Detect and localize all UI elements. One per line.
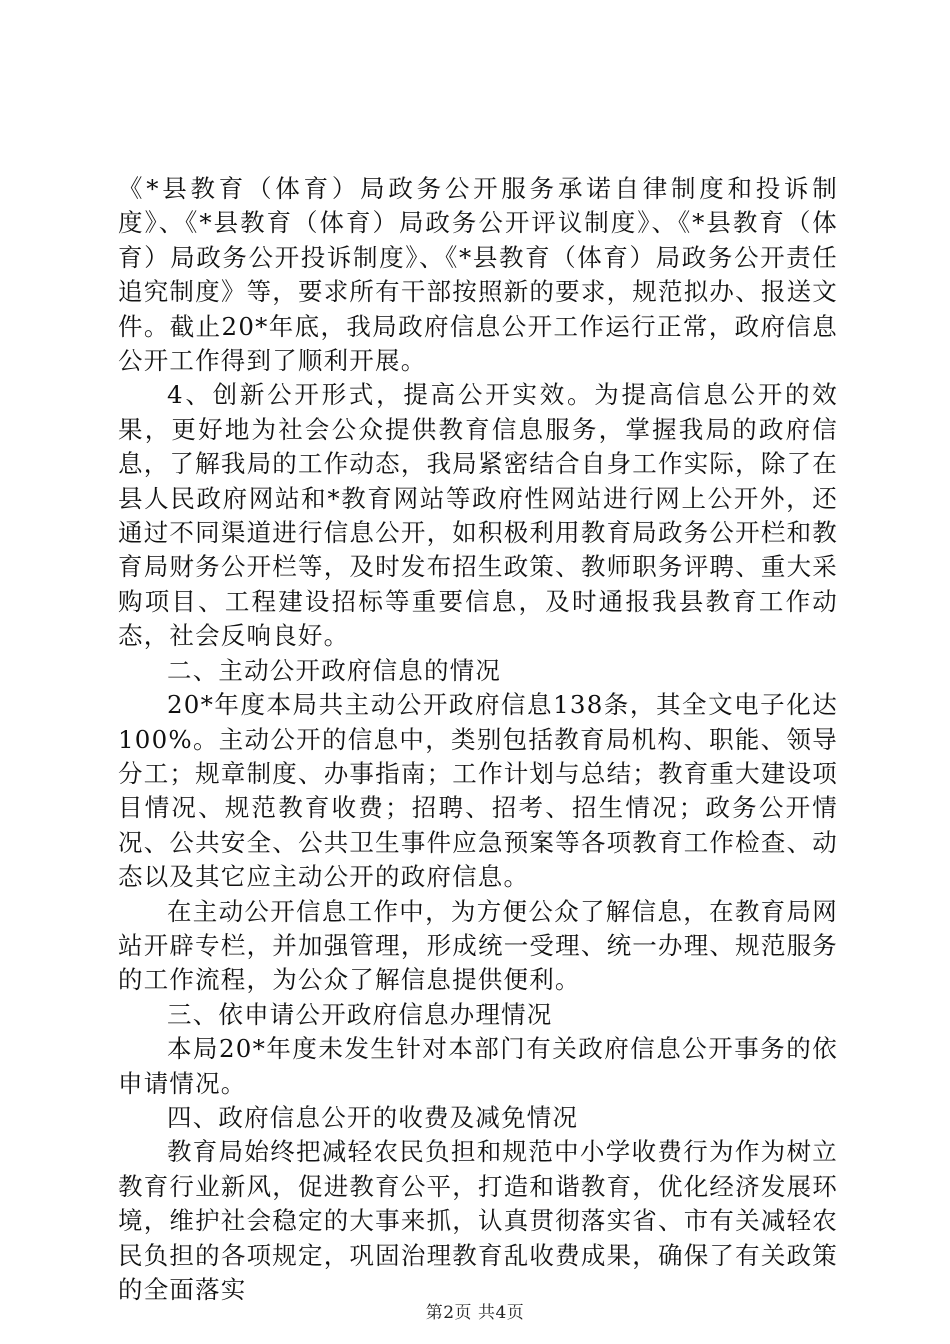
- paragraph-active-disclosure: 20*年度本局共主动公开政府信息138条，其全文电子化达100%。主动公开的信息中，类别包括教育局机构、职能、领导分工；规章制度、办事指南；工作计划与总结；教育重大建设项目情况、规范教育收费；招聘、招考、招生情况；政务公开情况、公共安全、公共卫生事件应急预案等各项教育工作检查、动态以及其它应主动公开的政府信息。: [118, 690, 838, 892]
- page-number-footer: 第2页 共4页: [425, 1303, 525, 1323]
- paragraph-innovation: 4、创新公开形式，提高公开实效。为提高信息公开的效果，更好地为社会公众提供教育信息服务，掌握我局的政府信息，了解我局的工作动态，我局紧密结合自身工作实际，除了在县人民政府网站和*教育网站等政府性网站进行网上公开外，还通过不同渠道进行信息公开，如积极利用教育局政务公开栏和教育局财务公开栏等，及时发布招生政策、教师职务评聘、重大采购项目、工程建设招标等重要信息，及时通报我县教育工作动态，社会反响良好。: [118, 380, 838, 651]
- heading-section-4: 四、政府信息公开的收费及减免情况: [167, 1102, 579, 1132]
- heading-section-3: 三、依申请公开政府信息办理情况: [167, 999, 553, 1029]
- paragraph-application-disclosure: 本局20*年度未发生针对本部门有关政府信息公开事务的依申请情况。: [118, 1034, 838, 1098]
- paragraph-website-column: 在主动公开信息工作中，为方便公众了解信息，在教育局网站开辟专栏，并加强管理，形成统一受理、统一办理、规范服务的工作流程，为公众了解信息提供便利。: [118, 896, 838, 995]
- document-body: [118, 172, 838, 1307]
- heading-section-2: 二、主动公开政府信息的情况: [167, 655, 502, 685]
- paragraph-fees: 教育局始终把减轻农民负担和规范中小学收费行为作为树立教育行业新风，促进教育公平，打造和谐教育，优化经济发展环境，维护社会稳定的大事来抓，认真贯彻落实省、市有关减轻农民负担的各项规定，巩固治理教育乱收费成果，确保了有关政策的全面落实: [118, 1137, 838, 1304]
- paragraph-rules-list: 《*县教育（体育）局政务公开服务承诺自律制度和投诉制度》、《*县教育（体育）局政务公开评议制度》、《*县教育（体育）局政务公开投诉制度》、《*县教育（体育）局政务公开责任追究制度》等，要求所有干部按照新的要求，规范拟办、报送文件。截止20*年底，我局政府信息公开工作运行正常，政府信息公开工作得到了顺利开展。: [118, 174, 838, 376]
